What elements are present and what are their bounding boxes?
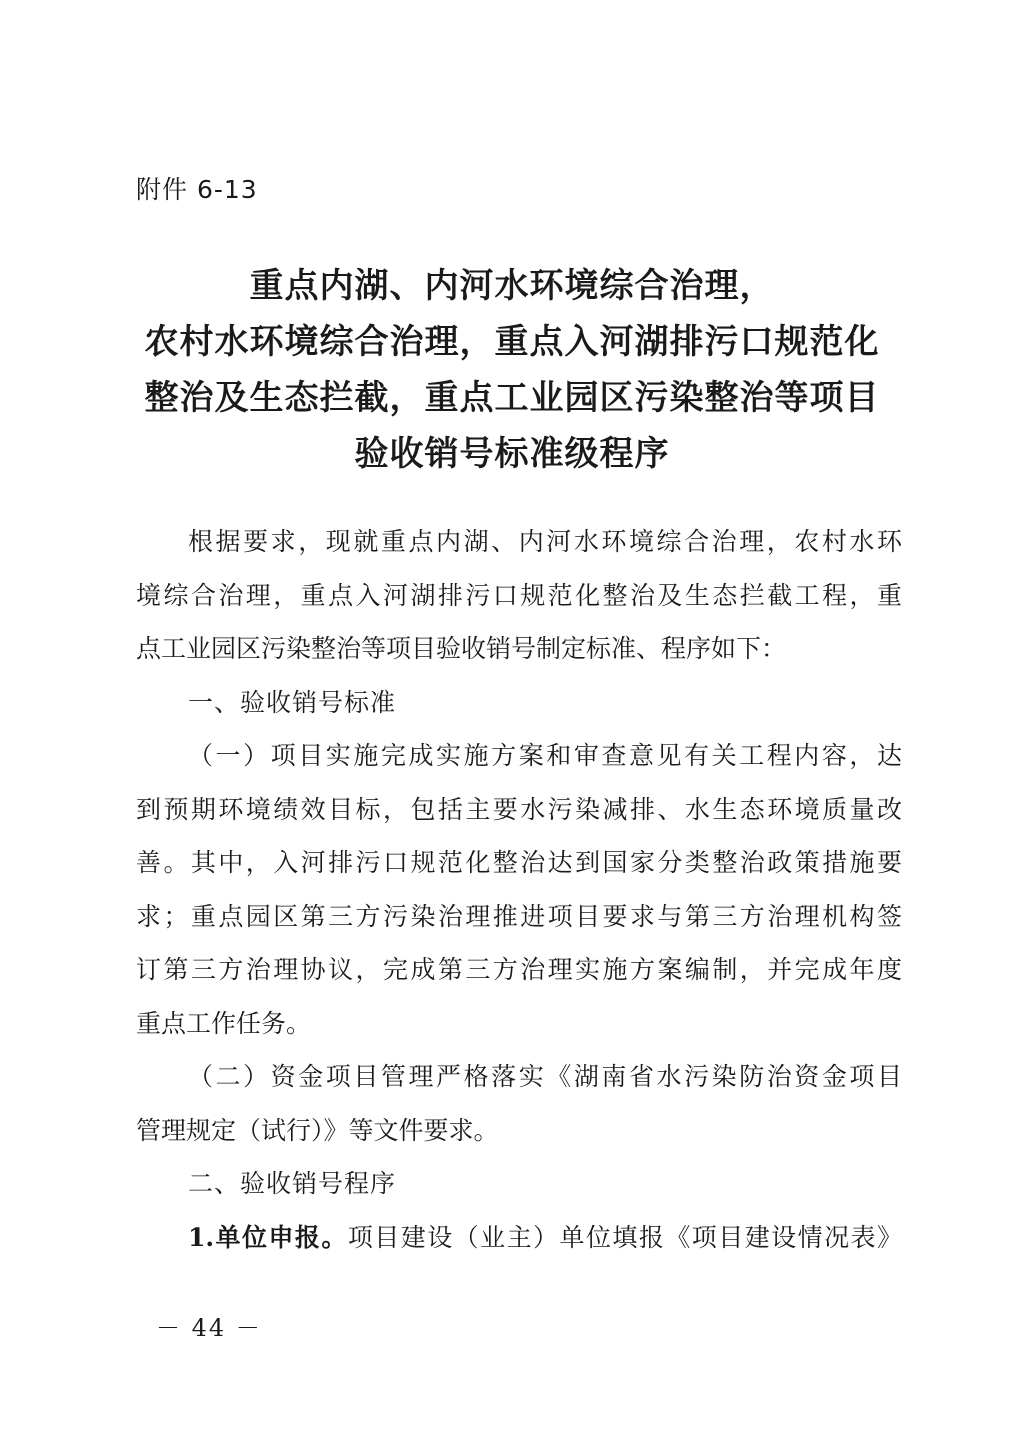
step1-paragraph-line: [136, 1211, 902, 1265]
title-line: 整治及生态拦截，重点工业园区污染整治等项目: [144, 378, 880, 418]
item2-paragraph-line: 管理规定（试行）》等文件要求。: [136, 1115, 499, 1145]
section-heading-standards: 一、验收销号标准: [188, 687, 397, 717]
title-line: 重点内湖、内河水环境综合治理，: [249, 266, 775, 306]
item1-paragraph-line: （一）项目实施完成实施方案和审查意见有关工程内容，达: [188, 741, 902, 770]
section-heading-procedure: 二、验收销号程序: [188, 1169, 397, 1198]
page-number: － 44 －: [156, 1314, 262, 1342]
item2-paragraph-line: （二）资金项目管理严格落实《湖南省水污染防治资金项目: [188, 1062, 902, 1091]
item1-paragraph-line: 到预期环境绩效目标，包括主要水污染减排、水生态环境质量改: [136, 794, 902, 824]
attachment-label: 附件 6-13: [136, 175, 258, 204]
document-body: [136, 515, 902, 1264]
item1-paragraph-line: 订第三方治理协议，完成第三方治理实施方案编制，并完成年度: [136, 955, 902, 984]
item1-paragraph-line: 善。其中，入河排污口规范化整治达到国家分类整治政策措施要: [136, 848, 902, 877]
item1-paragraph-line: 求；重点园区第三方污染治理推进项目要求与第三方治理机构签: [136, 901, 902, 931]
title-line: 验收销号标准级程序: [354, 434, 670, 474]
intro-paragraph-line: 点工业园区污染整治等项目验收销号制定标准、程序如下：: [136, 634, 787, 663]
intro-paragraph-line: 根据要求，现就重点内湖、内河水环境综合治理，农村水环: [188, 527, 902, 556]
title-line: 农村水环境综合治理，重点入河湖排污口规范化: [144, 322, 880, 362]
step1-label: 1.单位申报。: [188, 1222, 348, 1252]
step1-text: 项目建设（业主）单位填报《项目建设情况表》: [347, 1222, 902, 1252]
document-title: [100, 258, 924, 482]
intro-paragraph-line: 境综合治理，重点入河湖排污口规范化整治及生态拦截工程，重: [136, 580, 902, 610]
item1-paragraph-line: 重点工作任务。: [136, 1008, 312, 1038]
